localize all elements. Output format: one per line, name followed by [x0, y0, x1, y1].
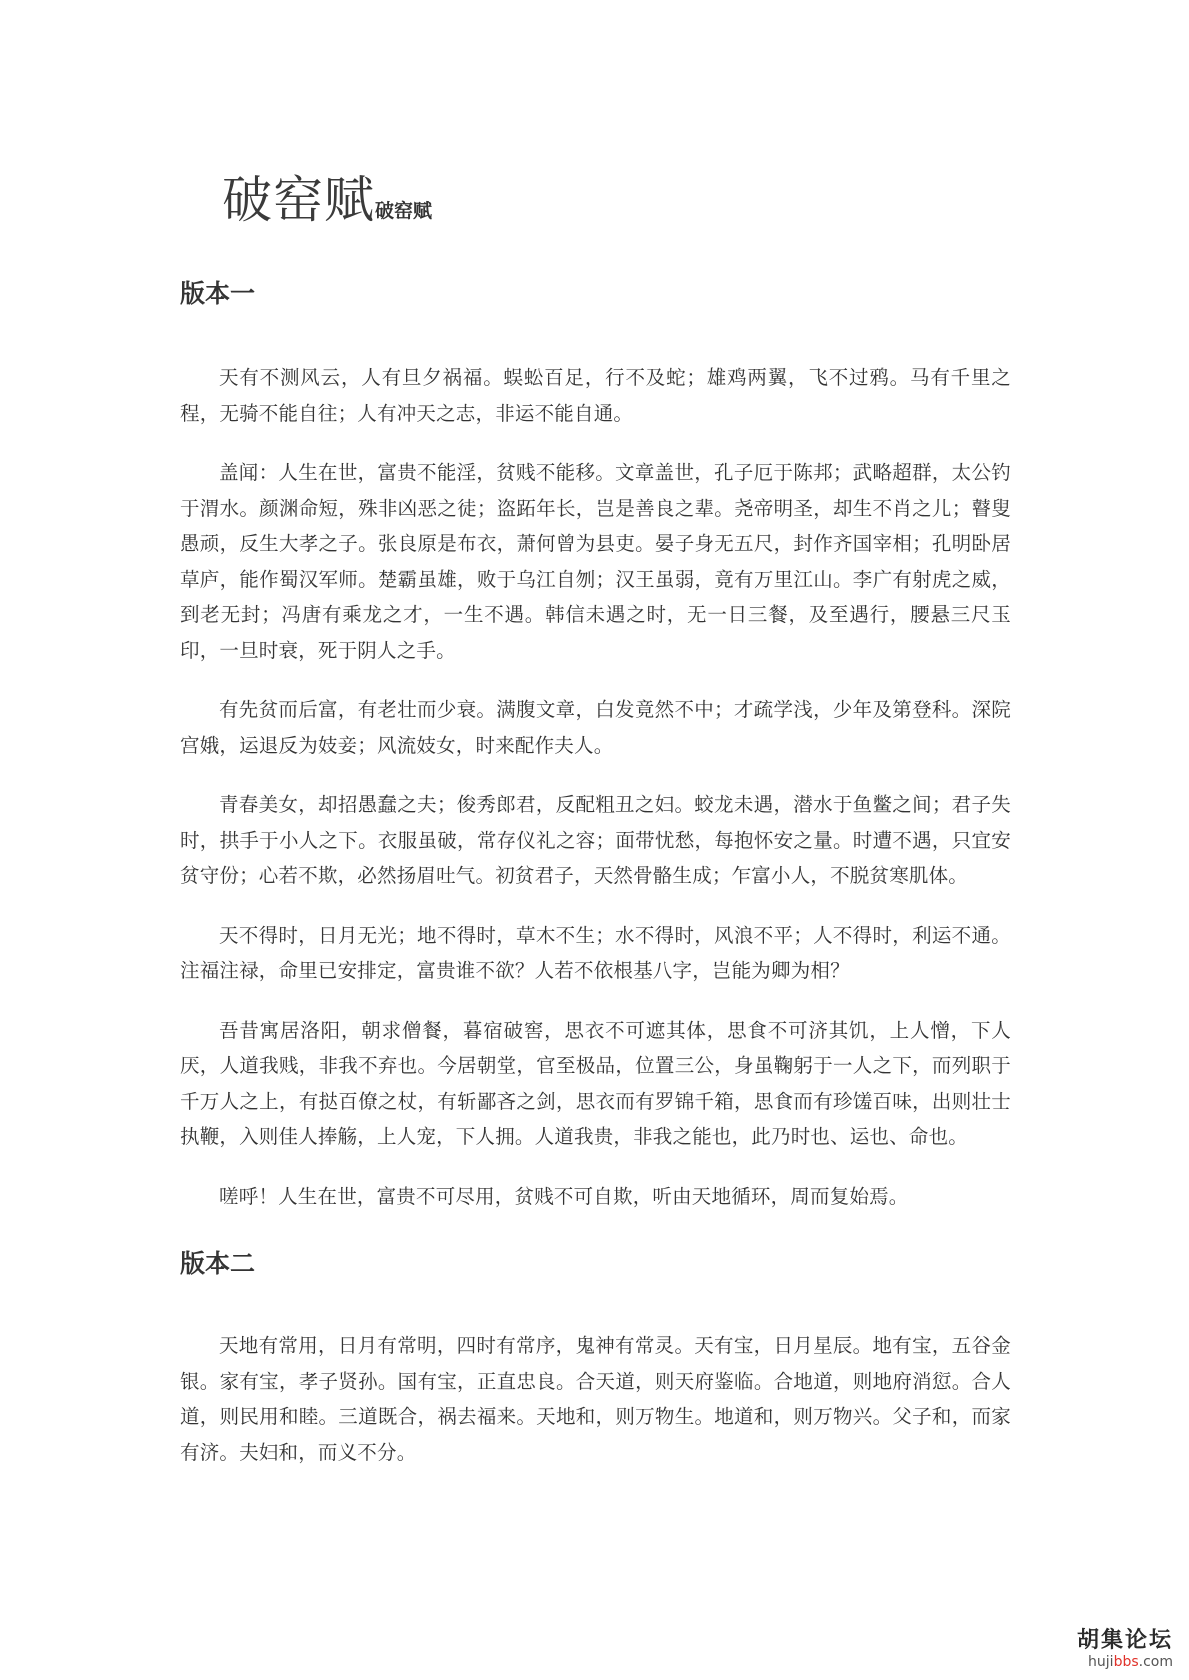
section-version-two — [180, 1246, 1011, 1470]
paragraph: 有先贫而后富，有老壮而少衰。满腹文章，白发竟然不中；才疏学浅，少年及第登科。深院宫娥，运退反为妓妾；风流妓女，时来配作夫人。 — [180, 698, 1011, 757]
title-main: 破窑赋 — [222, 171, 375, 229]
paragraph: 天有不测风云，人有旦夕祸福。蜈蚣百足，行不及蛇；雄鸡两翼，飞不过鸦。马有千里之程，无骑不能自往；人有冲天之志，非运不能自通。 — [180, 366, 1011, 425]
section-heading: 版本一 — [180, 279, 256, 308]
paragraph: 青春美女，却招愚蠢之夫；俊秀郎君，反配粗丑之妇。蛟龙未遇，潜水于鱼鳖之间；君子失时，拱手于小人之下。衣服虽破，常存仪礼之容；面带忧愁，每抱怀安之量。时遭不遇，只宜安贫守份；心若不欺，必然扬眉吐气。初贫君子，天然骨骼生成；乍富小人，不脱贫寒肌体。 — [180, 793, 1011, 887]
section-heading: 版本二 — [180, 1249, 256, 1278]
page-title — [222, 160, 432, 232]
document-body — [180, 276, 1011, 1470]
watermark-url — [1077, 1654, 1173, 1670]
watermark-url-suffix: .com — [1138, 1654, 1173, 1670]
paragraph: 天不得时，日月无光；地不得时，草木不生；水不得时，风浪不平；人不得时，利运不通。注福注禄，命里已安排定，富贵谁不欲？人若不依根基八字，岂能为卿为相？ — [180, 923, 1011, 982]
paragraph: 嗟呼！人生在世，富贵不可尽用，贫贱不可自欺，听由天地循环，周而复始焉。 — [219, 1184, 909, 1208]
section-version-one — [180, 276, 1011, 1214]
paragraph: 天地有常用，日月有常明，四时有常序，鬼神有常灵。天有宝，日月星辰。地有宝，五谷金银。家有宝，孝子贤孙。国有宝，正直忠良。合天道，则天府鉴临。合地道，则地府消愆。合人道，则民用和睦。三道既合，祸去福来。天地和，则万物生。地道和，则万物兴。父子和，而家有济。夫妇和，而义不分。 — [180, 1334, 1011, 1464]
title-subscript: 破窑赋 — [375, 200, 433, 222]
watermark-url-accent: bbs — [1113, 1654, 1139, 1670]
site-watermark — [1077, 1628, 1173, 1670]
watermark-site-name: 胡集论坛 — [1076, 1628, 1173, 1653]
watermark-url-prefix: huji — [1088, 1654, 1114, 1670]
paragraph: 盖闻：人生在世，富贵不能淫，贫贱不能移。文章盖世，孔子厄于陈邦；武略超群，太公钓于渭水。颜渊命短，殊非凶恶之徒；盗跖年长，岂是善良之辈。尧帝明圣，却生不肖之儿；瞽叟愚顽，反生大孝之子。张良原是布衣，萧何曾为县吏。晏子身无五尺，封作齐国宰相；孔明卧居草庐，能作蜀汉军师。楚霸虽雄，败于乌江自刎；汉王虽弱，竟有万里江山。李广有射虎之威，到老无封；冯唐有乘龙之才，一生不遇。韩信未遇之时，无一日三餐，及至遇行，腰悬三尺玉印，一旦时衰，死于阴人之手。 — [180, 461, 1011, 662]
paragraph: 吾昔寓居洛阳，朝求僧餐，暮宿破窖，思衣不可遮其体，思食不可济其饥，上人憎，下人厌，人道我贱，非我不弃也。今居朝堂，官至极品，位置三公，身虽鞠躬于一人之下，而列职于千万人之上，有挞百僚之杖，有斩鄙吝之剑，思衣而有罗锦千箱，思食而有珍馐百味，出则壮士执鞭，入则佳人捧觞，上人宠，下人拥。人道我贵，非我之能也，此乃时也、运也、命也。 — [180, 1018, 1011, 1148]
